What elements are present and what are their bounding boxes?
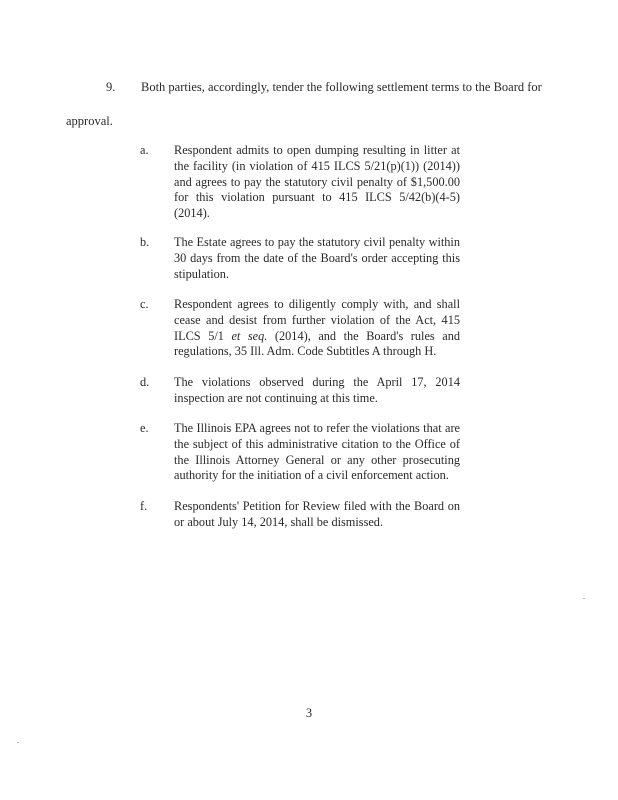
- item-letter: a.: [140, 143, 149, 157]
- paragraph-number: 9.: [106, 80, 116, 94]
- item-letter: e.: [140, 421, 149, 435]
- item-text-after: (2014), and the Board's rules and regulations, 35 Ill. Adm. Code Subtitles A through H.: [174, 328, 460, 359]
- paragraph-continuation: approval.: [66, 114, 113, 128]
- item-text: Respondents' Petition for Review filed with the Board on or about July 14, 2014, shall be dismissed.: [174, 499, 460, 529]
- item-text: Respondent admits to open dumping resulting in litter at the facility (in violation of 415 ILCS 5/21(p)(1)) (2014)) and agrees to pay the statutory civil penalty of $1,500.00 for this violation pursuant to 415 ILCS 5/42(b)(4-5) (2014).: [174, 143, 460, 221]
- item-letter: b.: [140, 235, 150, 249]
- item-text-italic: et seq.: [231, 328, 268, 343]
- item-letter: f.: [140, 499, 148, 513]
- scan-speck: [17, 742, 19, 743]
- item-text: The Illinois EPA agrees not to refer the violations that are the subject of this administrative citation to the Office of the Illinois Attorney General or any other prosecuting authority for the initiation of a civil enforcement action.: [174, 421, 460, 483]
- item-text: [174, 297, 460, 360]
- item-text: The Estate agrees to pay the statutory civil penalty within 30 days from the date of the Board's order accepting this stipulation.: [174, 235, 460, 281]
- page-number: 3: [305, 706, 313, 720]
- scan-speck: [583, 598, 585, 599]
- item-text: The violations observed during the April 17, 2014 inspection are not continuing at this time.: [174, 375, 460, 405]
- item-letter: c.: [140, 297, 149, 311]
- item-letter: d.: [140, 375, 150, 389]
- paragraph-intro: Both parties, accordingly, tender the following settlement terms to the Board for: [141, 80, 542, 94]
- item-text-before: Respondent agrees to diligently comply with, and shall cease and desist from further violation of the Act, 415 ILCS 5/1: [174, 297, 460, 343]
